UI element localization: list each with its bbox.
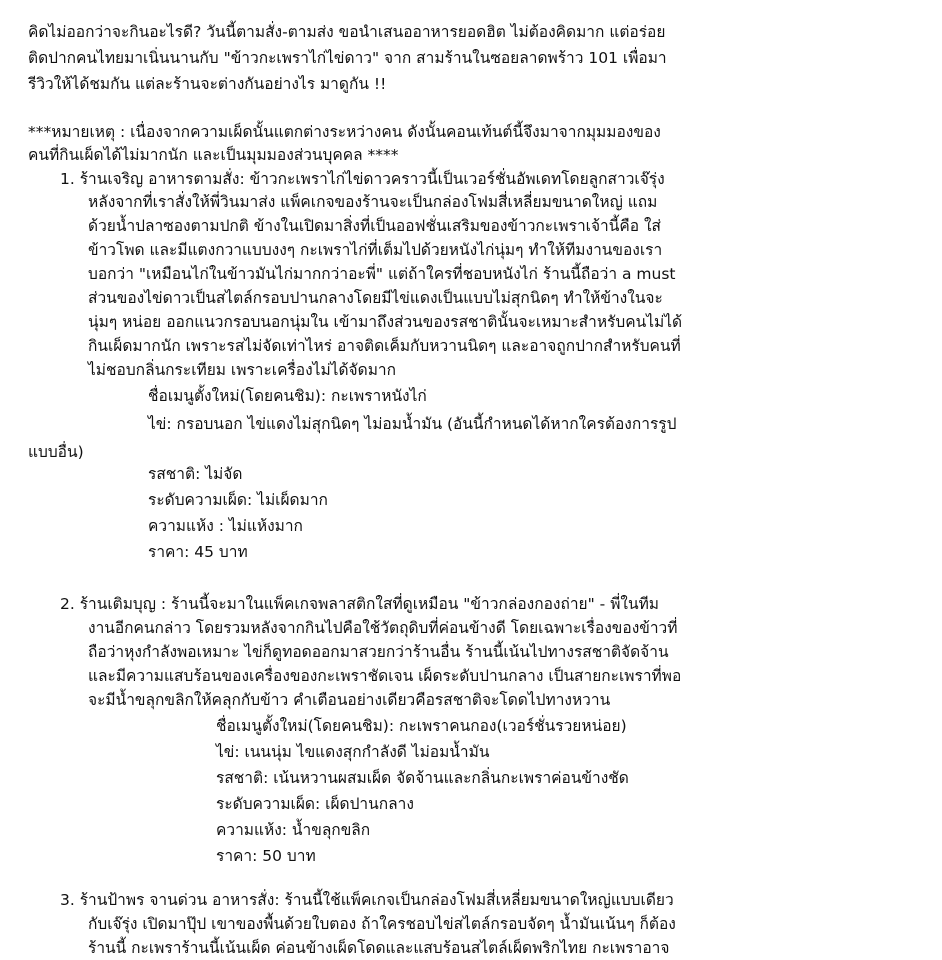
shop1-line: กินเผ็ดมากนัก เพราะรสไม่จัดเท่าไหร่ อาจติดเค็มกับหวานนิดๆ และอาจถูกปากสำหรับคนที่ [88,337,681,355]
shop1-detail: ชื่อเมนูตั้งใหม่(โดยคนชิม): กะเพราหนังไก่ [148,387,427,405]
shop2-line: จะมีน้ำขลุกขลิกให้คลุกกับข้าว คำเตือนอย่างเดียวคือรสชาติจะโดดไปทางหวาน [88,691,611,709]
intro-line: คิดไม่ออกว่าจะกินอะไรดี? วันนี้ตามสั่ง-ตามส่ง ขอนำเสนออาหารยอดฮิต ไม่ต้องคิดมาก แต่อร่อย [28,23,666,41]
shop1-line: บอกว่า "เหมือนไก่ในข้าวมันไก่มากกว่าอะพี่" แต่ถ้าใครที่ชอบหนังไก่ ร้านนี้ถือว่า a must [88,265,676,283]
intro-line: รีวิวให้ได้ชมกัน แต่ละร้านจะต่างกันอย่างไร มาดูกัน !! [28,75,387,93]
shop1-line: ด้วยน้ำปลาซองตามปกติ ข้างในเปิดมาสิ่งที่เป็นออฟชั่นเสริมของข้าวกะเพราเจ้านี้คือ ใส่ [88,217,661,235]
shop2-detail: ราคา: 50 บาท [216,847,316,865]
shop2-detail: ความแห้ง: น้ำขลุกขลิก [216,821,371,839]
note-line: ***หมายเหตุ : เนื่องจากความเผ็ดนั้นแตกต่างระหว่างคน ดังนั้นคอนเท้นต์นี้จึงมาจากมุมมองของ [28,123,661,141]
shop1-line: นุ่มๆ หน่อย ออกแนวกรอบนอกนุ่มใน เข้ามาถึงส่วนของรสชาตินั้นจะเหมาะสำหรับคนไม่ได้ [88,313,683,331]
shop3-line: กับเจ๊รุ่ง เปิดมาปุ๊ป เขาของพื้นด้วยใบตอง ถ้าใครชอบไข่สไตล์กรอบจัดๆ น้ำมันเน้นๆ ก็ต้อง [88,915,676,933]
shop2-detail: ชื่อเมนูตั้งใหม่(โดยคนชิม): กะเพราคนกอง(เวอร์ชั่นรวยหน่อย) [216,717,627,735]
shop1-detail: รสชาติ: ไม่จัด [148,465,243,483]
shop2-line: และมีความแสบร้อนของเครื่องของกะเพราชัดเจน เผ็ดระดับปานกลาง เป็นสายกะเพราที่พอ [88,667,682,685]
shop1-line: หลังจากที่เราสั่งให้พี่วินมาส่ง แพ็คเกจของร้านจะเป็นกล่องโฟมสี่เหลี่ยมขนาดใหญ่ แถม [88,193,658,211]
shop1-line: ข้าวโพด และมีแตงกวาแบบงงๆ กะเพราไก่ที่เต็มไปด้วยหนังไก่นุ่มๆ ทำให้ทีมงานของเรา [88,241,663,259]
shop3-line: ร้านนี้ กะเพราร้านนี้เน้นเผ็ด ค่อนข้างเผ็ดโดดและแสบร้อนสไตล์เผ็ดพริกไทย กะเพราอาจ [88,939,670,957]
shop2-line: ถือว่าหุงกำลังพอเหมาะ ไข่ก็ดูทอดออกมาสวยกว่าร้านอื่น ร้านนี้เน้นไปทางรสชาติจัดจ้าน [88,643,669,661]
shop3-line: 3. ร้านป้าพร จานด่วน อาหารสั่ง: ร้านนี้ใช้แพ็คเกจเป็นกล่องโฟมสี่เหลี่ยมขนาดใหญ่แบบเดียว [60,891,674,909]
shop2-line: งานอีกคนกล่าว โดยรวมหลังจากกินไปคือใช้วัตถุดิบที่ค่อนข้างดี โดยเฉพาะเรื่องของข้าวที่ [88,619,678,637]
shop1-line: 1. ร้านเจริญ อาหารตามสั่ง: ข้าวกะเพราไก่ไข่ดาวคราวนี้เป็นเวอร์ชั่นอัพเดทโดยลูกสาวเจ๊รุ่ง [60,170,665,188]
note-line: คนที่กินเผ็ดได้ไม่มากนัก และเป็นมุมมองส่วนบุคคล **** [28,146,399,164]
shop2-detail: รสชาติ: เน้นหวานผสมเผ็ด จัดจ้านและกลิ่นกะเพราค่อนข้างชัด [216,769,629,787]
shop2-line: 2. ร้านเติมบุญ : ร้านนี้จะมาในแพ็คเกจพลาสติกใสที่ดูเหมือน "ข้าวกล่องกองถ่าย" - พี่ในทีม [60,595,660,613]
shop1-detail: ไข่: กรอบนอก ไข่แดงไม่สุกนิดๆ ไม่อมน้ำมัน (อันนี้กำหนดได้หากใครต้องการรูป [148,415,677,433]
shop2-detail: ระดับความเผ็ด: เผ็ดปานกลาง [216,795,414,813]
shop2-detail: ไข่: เนนนุ่ม ไขแดงสุกกำลังดี ไม่อมน้ำมัน [216,743,490,761]
shop1-detail: ระดับความเผ็ด: ไม่เผ็ดมาก [148,491,328,509]
shop1-line: ไม่ชอบกลิ่นกระเทียม เพราะเครื่องไม่ได้จัดมาก [88,361,397,379]
shop1-line: ส่วนของไข่ดาวเป็นสไตล์กรอบปานกลางโดยมีไข่แดงเป็นแบบไม่สุกนิดๆ ทำให้ข้างในจะ [88,289,663,307]
shop1-detail: ความแห้ง : ไม่แห้งมาก [148,517,303,535]
shop1-detail: ราคา: 45 บาท [148,543,248,561]
intro-line: ติดปากคนไทยมาเนิ่นนานกับ "ข้าวกะเพราไก่ไข่ดาว" จาก สามร้านในซอยลาดพร้าว 101 เพื่อมา [28,49,667,67]
shop1-detail: แบบอื่น) [28,443,84,461]
